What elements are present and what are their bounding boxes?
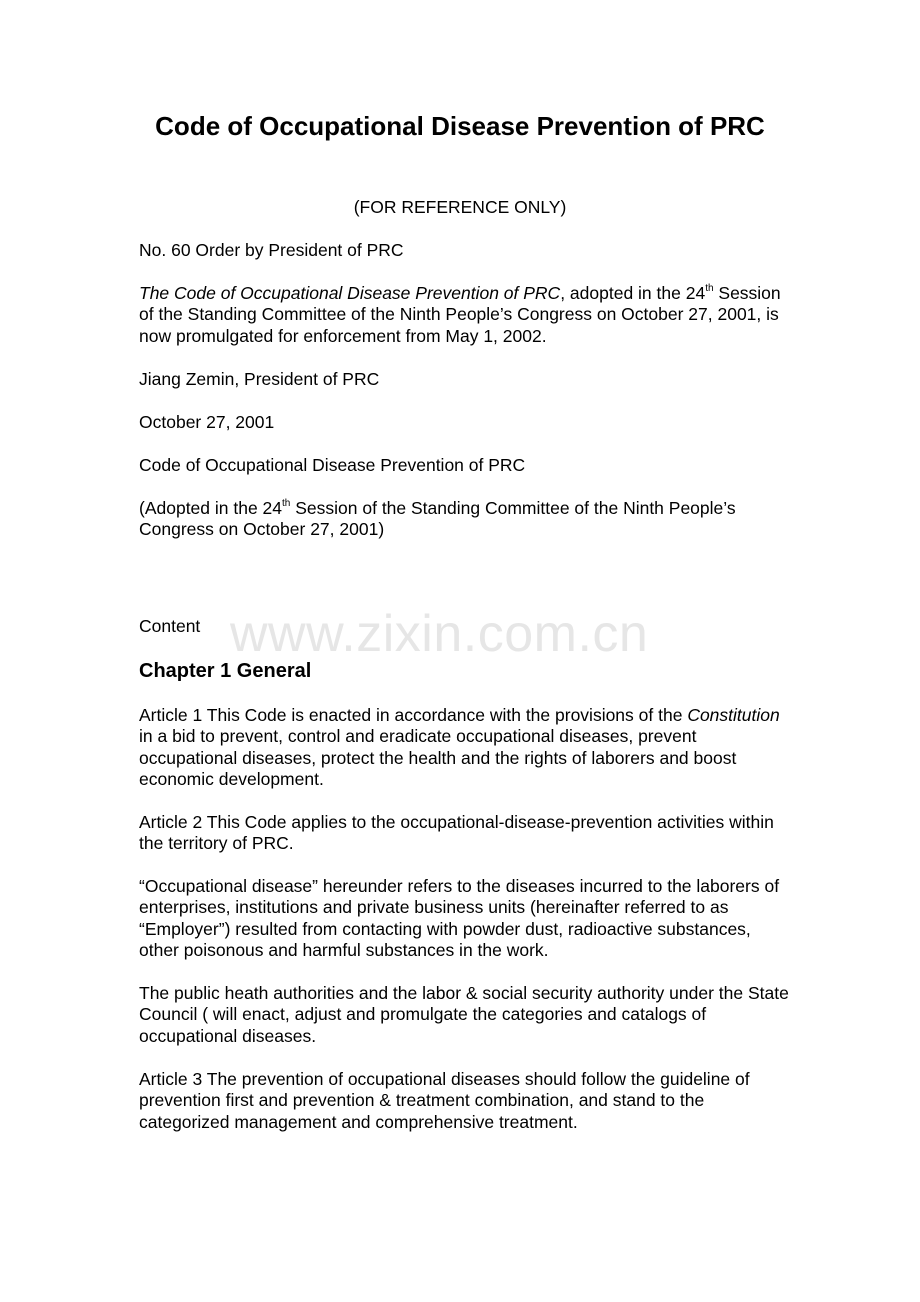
date-line: October 27, 2001 — [139, 412, 275, 432]
promulgation-code-title: The Code of Occupational Disease Prevention of PRC — [139, 283, 561, 303]
article-1-constitution: Constitution — [687, 705, 780, 725]
order-line: No. 60 Order by President of PRC — [139, 240, 404, 260]
code-name-line: Code of Occupational Disease Prevention of PRC — [139, 455, 526, 475]
article-1 — [139, 705, 789, 791]
promulgation-ordinal-suffix: th — [705, 283, 714, 295]
adoption-text-b: Session of the Standing Committee of the Ninth People’s Congress on October 27, 2001) — [139, 498, 736, 540]
promulgation-text-b: Session of the Standing Committee of the Ninth People’s Congress on October 27, 2001, is now promulgated for enforcement from May 1, 2002. — [139, 283, 781, 346]
article-1-text-a: Article 1 This Code is enacted in accordance with the provisions of the — [139, 705, 688, 725]
promulgation-paragraph — [139, 283, 789, 347]
adoption-ordinal-suffix: th — [282, 498, 291, 510]
promulgation-text-a: , adopted in the 24 — [560, 283, 706, 303]
document-title: Code of Occupational Disease Prevention of PRC — [155, 111, 765, 141]
chapter-heading: Chapter 1 General — [139, 660, 312, 682]
article-2-definition: “Occupational disease” hereunder refers to the diseases incurred to the laborers of enterprises, institutions and private business units (hereinafter referred to as “Employer”) resulted from contacting with powder dust, radioactive substances, other poisonous and harmful substances in the work. — [139, 876, 780, 961]
article-3: Article 3 The prevention of occupational diseases should follow the guideline of prevention first and prevention & treatment combination, and stand to the categorized management and comprehensive treatment. — [139, 1069, 750, 1132]
article-2: Article 2 This Code applies to the occupational-disease-prevention activities within the territory of PRC. — [139, 812, 774, 854]
signatory-line: Jiang Zemin, President of PRC — [139, 369, 380, 389]
adoption-text-a: (Adopted in the 24 — [139, 498, 283, 518]
content-label: Content — [139, 616, 201, 636]
document-subtitle: (FOR REFERENCE ONLY) — [353, 197, 567, 217]
article-1-text-b: in a bid to prevent, control and eradicate occupational diseases, prevent occupational diseases, protect the health and the rights of laborers and boost economic development. — [139, 726, 737, 790]
watermark: www.zixin.com.cn — [230, 605, 649, 663]
article-2-authority: The public heath authorities and the labor & social security authority under the State Council ( will enact, adjust and promulgate the categories and catalogs of occupational diseases. — [139, 983, 789, 1046]
adoption-note — [139, 498, 789, 541]
